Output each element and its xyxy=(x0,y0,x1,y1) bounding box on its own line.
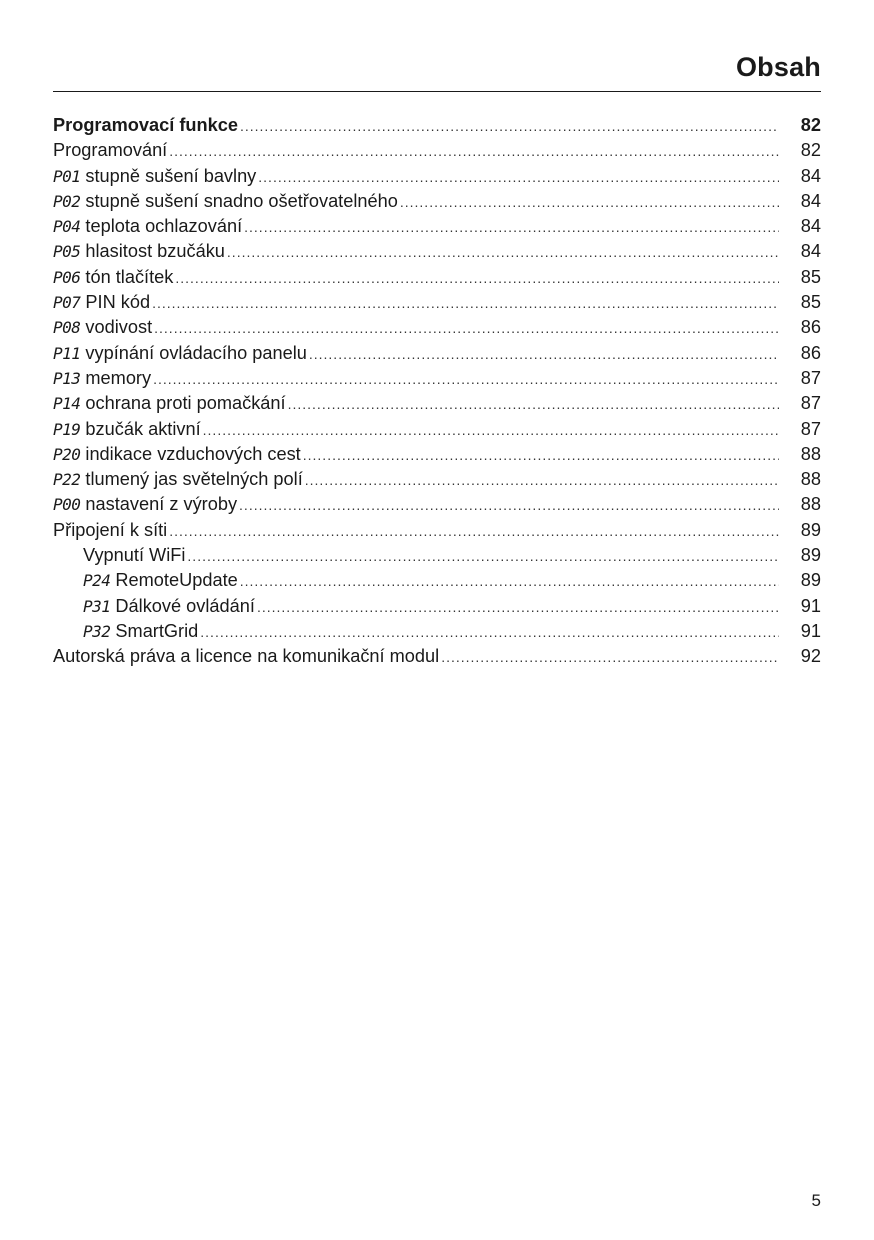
dot-leader xyxy=(187,544,779,569)
program-code: P20 xyxy=(53,444,81,464)
page-number: 5 xyxy=(811,1191,821,1210)
dot-leader xyxy=(154,316,779,341)
toc-entry-label: tlumený jas světelných polí xyxy=(85,469,303,490)
toc-entry-label: bzučák aktivní xyxy=(85,418,201,439)
toc-page-number: 82 xyxy=(800,140,821,161)
toc-page-number: 92 xyxy=(800,646,821,667)
dot-leader xyxy=(288,392,779,417)
toc-entry[interactable] xyxy=(53,417,821,442)
toc-page-number: 86 xyxy=(800,317,821,338)
toc-entry-title xyxy=(53,315,152,340)
table-of-contents xyxy=(53,113,821,670)
toc-page-number: 89 xyxy=(800,570,821,591)
program-code: P13 xyxy=(53,368,81,388)
program-code: P22 xyxy=(53,470,81,490)
dot-leader xyxy=(257,595,779,620)
dot-leader xyxy=(227,240,779,265)
program-code: P24 xyxy=(83,571,111,591)
program-code: P02 xyxy=(53,191,81,211)
toc-entry-label: teplota ochlazování xyxy=(85,216,243,237)
dot-leader xyxy=(152,291,779,316)
dot-leader xyxy=(309,342,779,367)
toc-page-number: 88 xyxy=(800,494,821,515)
toc-entry-label: Programování xyxy=(53,140,168,161)
toc-entry-title xyxy=(53,214,242,239)
toc-page-number: 91 xyxy=(800,620,821,641)
toc-page-number: 89 xyxy=(800,545,821,566)
toc-entry[interactable] xyxy=(53,492,821,517)
toc-entry-title xyxy=(53,164,256,189)
program-code: P11 xyxy=(53,343,81,363)
program-code: P04 xyxy=(53,217,81,237)
toc-page-number: 88 xyxy=(800,469,821,490)
toc-entry-title xyxy=(53,518,167,543)
toc-page-number: 87 xyxy=(800,367,821,388)
toc-entry-label: vodivost xyxy=(85,317,153,338)
toc-entry[interactable] xyxy=(53,239,821,264)
toc-entry-title xyxy=(53,189,398,214)
toc-entry-title xyxy=(83,619,198,644)
dot-leader xyxy=(244,215,779,240)
page-title: Obsah xyxy=(735,52,821,82)
toc-page-number: 91 xyxy=(800,595,821,616)
toc-entry-title xyxy=(53,290,150,315)
toc-entry[interactable] xyxy=(53,366,821,391)
toc-entry-title xyxy=(83,543,185,568)
toc-entry-title xyxy=(53,417,201,442)
toc-entry-title xyxy=(53,467,303,492)
toc-entry-title xyxy=(53,644,439,669)
dot-leader xyxy=(303,443,779,468)
toc-entry-title xyxy=(53,391,286,416)
dot-leader xyxy=(239,493,779,518)
dot-leader xyxy=(400,190,779,215)
program-code: P08 xyxy=(53,318,81,338)
toc-entry-title xyxy=(53,492,237,517)
toc-entry-title xyxy=(53,442,301,467)
toc-entry-title xyxy=(83,594,255,619)
dot-leader xyxy=(153,367,779,392)
toc-entry[interactable] xyxy=(53,164,821,189)
toc-entry-label: Dálkové ovládání xyxy=(115,595,255,616)
toc-page-number: 87 xyxy=(800,418,821,439)
toc-entry[interactable] xyxy=(53,315,821,340)
toc-entry-title xyxy=(53,113,238,138)
toc-entry[interactable] xyxy=(53,113,821,138)
program-code: P06 xyxy=(53,267,81,287)
toc-page-number: 85 xyxy=(800,266,821,287)
dot-leader xyxy=(175,266,779,291)
dot-leader xyxy=(240,569,779,594)
toc-entry-label: stupně sušení bavlny xyxy=(85,165,257,186)
toc-entry-label: indikace vzduchových cest xyxy=(85,443,301,464)
toc-entry-title xyxy=(83,568,238,593)
toc-entry-label: tón tlačítek xyxy=(85,266,174,287)
toc-entry[interactable] xyxy=(53,619,821,644)
toc-page-number: 87 xyxy=(800,393,821,414)
toc-entry[interactable] xyxy=(53,214,821,239)
toc-entry-label: PIN kód xyxy=(85,292,151,313)
toc-entry[interactable] xyxy=(53,290,821,315)
toc-page-number: 88 xyxy=(800,443,821,464)
toc-page-number: 85 xyxy=(800,292,821,313)
toc-entry-title xyxy=(53,239,225,264)
toc-entry-label: stupně sušení snadno ošetřovatelného xyxy=(85,190,398,211)
toc-page-number: 84 xyxy=(800,165,821,186)
toc-page-number: 86 xyxy=(800,342,821,363)
toc-entry[interactable] xyxy=(53,265,821,290)
toc-entry[interactable] xyxy=(53,518,821,543)
toc-entry-label: Připojení k síti xyxy=(53,519,168,540)
program-code: P32 xyxy=(83,621,111,641)
dot-leader xyxy=(240,114,779,139)
program-code: P07 xyxy=(53,293,81,313)
toc-entry-label: hlasitost bzučáku xyxy=(85,241,225,262)
toc-entry-label: Programovací funkce xyxy=(53,115,238,135)
toc-page-number: 84 xyxy=(800,241,821,262)
toc-entry-title xyxy=(53,366,151,391)
toc-entry[interactable] xyxy=(53,138,821,163)
toc-entry-label: Vypnutí WiFi xyxy=(83,545,186,566)
program-code: P14 xyxy=(53,394,81,414)
toc-entry[interactable] xyxy=(53,442,821,467)
dot-leader xyxy=(441,645,779,670)
toc-entry[interactable] xyxy=(53,189,821,214)
program-code: P00 xyxy=(53,495,81,515)
toc-entry[interactable] xyxy=(53,467,821,492)
program-code: P05 xyxy=(53,242,81,262)
toc-page-number: 84 xyxy=(800,216,821,237)
toc-page-number: 82 xyxy=(800,115,821,135)
toc-entry[interactable] xyxy=(53,644,821,669)
toc-entry[interactable] xyxy=(53,341,821,366)
program-code: P31 xyxy=(83,596,111,616)
toc-entry[interactable] xyxy=(53,391,821,416)
toc-entry-label: Autorská práva a licence na komunikační modul xyxy=(53,646,440,667)
program-code: P19 xyxy=(53,419,81,439)
dot-leader xyxy=(203,418,779,443)
toc-entry-label: nastavení z výroby xyxy=(85,494,238,515)
toc-page-number: 84 xyxy=(800,190,821,211)
dot-leader xyxy=(258,165,779,190)
toc-entry[interactable] xyxy=(53,543,821,568)
program-code: P01 xyxy=(53,166,81,186)
header-divider xyxy=(53,91,821,92)
toc-entry-label: vypínání ovládacího panelu xyxy=(85,342,307,363)
toc-entry-label: SmartGrid xyxy=(115,620,199,641)
toc-entry-label: RemoteUpdate xyxy=(115,570,238,591)
toc-entry-label: ochrana proti pomačkání xyxy=(85,393,286,414)
toc-entry-title xyxy=(53,138,167,163)
toc-entry-label: memory xyxy=(85,367,152,388)
toc-entry-title xyxy=(53,265,173,290)
dot-leader xyxy=(169,139,779,164)
dot-leader xyxy=(305,468,779,493)
toc-entry[interactable] xyxy=(53,594,821,619)
dot-leader xyxy=(200,620,779,645)
toc-entry[interactable] xyxy=(53,568,821,593)
toc-entry-title xyxy=(53,341,307,366)
toc-page-number: 89 xyxy=(800,519,821,540)
dot-leader xyxy=(169,519,779,544)
